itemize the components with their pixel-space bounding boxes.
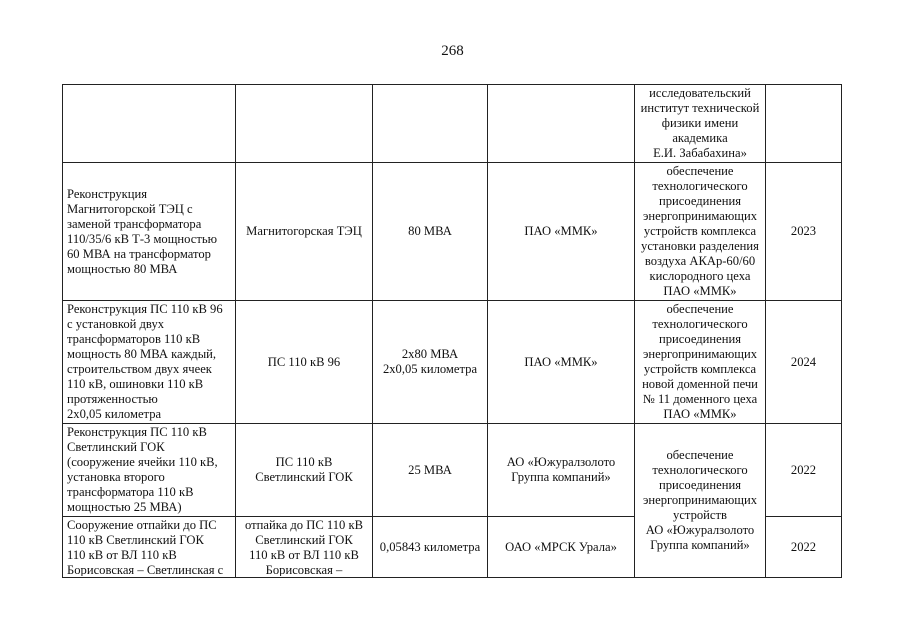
purpose-cell: обеспечение технологического присоединения энергопринимающих устройств комплекса новой доменной печи № 11 доменного цеха ПАО «ММК» — [635, 301, 766, 424]
organization-cell: ПАО «ММК» — [488, 301, 635, 424]
object-cell: ПС 110 кВ Светлинский ГОК — [236, 424, 373, 517]
organization-cell: ПАО «ММК» — [488, 163, 635, 301]
organization-cell: АО «Южуралзолото Группа компаний» — [488, 424, 635, 517]
name-cell: Реконструкция Магнитогорской ТЭЦ с заменой трансформатора 110/35/6 кВ Т-3 мощностью 60 МВА на трансформатор мощностью 80 МВА — [63, 163, 236, 301]
object-cell: ПС 110 кВ 96 — [236, 301, 373, 424]
capacity-cell: 25 МВА — [373, 424, 488, 517]
table-row — [63, 301, 842, 424]
object-cell: Магнитогорская ТЭЦ — [236, 163, 373, 301]
purpose-cell: обеспечение технологического присоединения энергопринимающих устройств комплекса установки разделения воздуха АКАр-60/60 кислородного цеха ПАО «ММК» — [635, 163, 766, 301]
page-number: 268 — [441, 43, 464, 59]
year-cell: 2022 — [766, 424, 842, 517]
purpose-cell: исследовательский институт технической физики имени академика Е.И. Забабахина» — [635, 85, 766, 163]
year-cell: 2024 — [766, 301, 842, 424]
year-cell: 2022 — [766, 517, 842, 578]
year-cell — [766, 85, 842, 163]
name-cell — [63, 85, 236, 163]
capacity-cell: 0,05843 километра — [373, 517, 488, 578]
capacity-cell — [373, 85, 488, 163]
organization-cell: ОАО «МРСК Урала» — [488, 517, 635, 578]
data-table — [62, 84, 842, 578]
object-cell: отпайка до ПС 110 кВ Светлинский ГОК 110 кВ от ВЛ 110 кВ Борисовская – — [236, 517, 373, 578]
table-row — [63, 163, 842, 301]
year-cell: 2023 — [766, 163, 842, 301]
table-row — [63, 424, 842, 517]
purpose-cell: обеспечение технологического присоединения энергопринимающих устройств АО «Южуралзолото Группа компаний» — [635, 424, 766, 578]
name-cell: Сооружение отпайки до ПС 110 кВ Светлинский ГОК 110 кВ от ВЛ 110 кВ Борисовская – Светлинская с — [63, 517, 236, 578]
name-cell: Реконструкция ПС 110 кВ 96 с установкой двух трансформаторов 110 кВ мощность 80 МВА каждый, строительством двух ячеек 110 кВ, ошиновки 110 кВ протяженностью 2х0,05 километра — [63, 301, 236, 424]
object-cell — [236, 85, 373, 163]
capacity-cell: 80 МВА — [373, 163, 488, 301]
table-row — [63, 85, 842, 163]
name-cell: Реконструкция ПС 110 кВ Светлинский ГОК (сооружение ячейки 110 кВ, установка второго трансформатора 110 кВ мощностью 25 МВА) — [63, 424, 236, 517]
organization-cell — [488, 85, 635, 163]
capacity-cell: 2х80 МВА 2х0,05 километра — [373, 301, 488, 424]
